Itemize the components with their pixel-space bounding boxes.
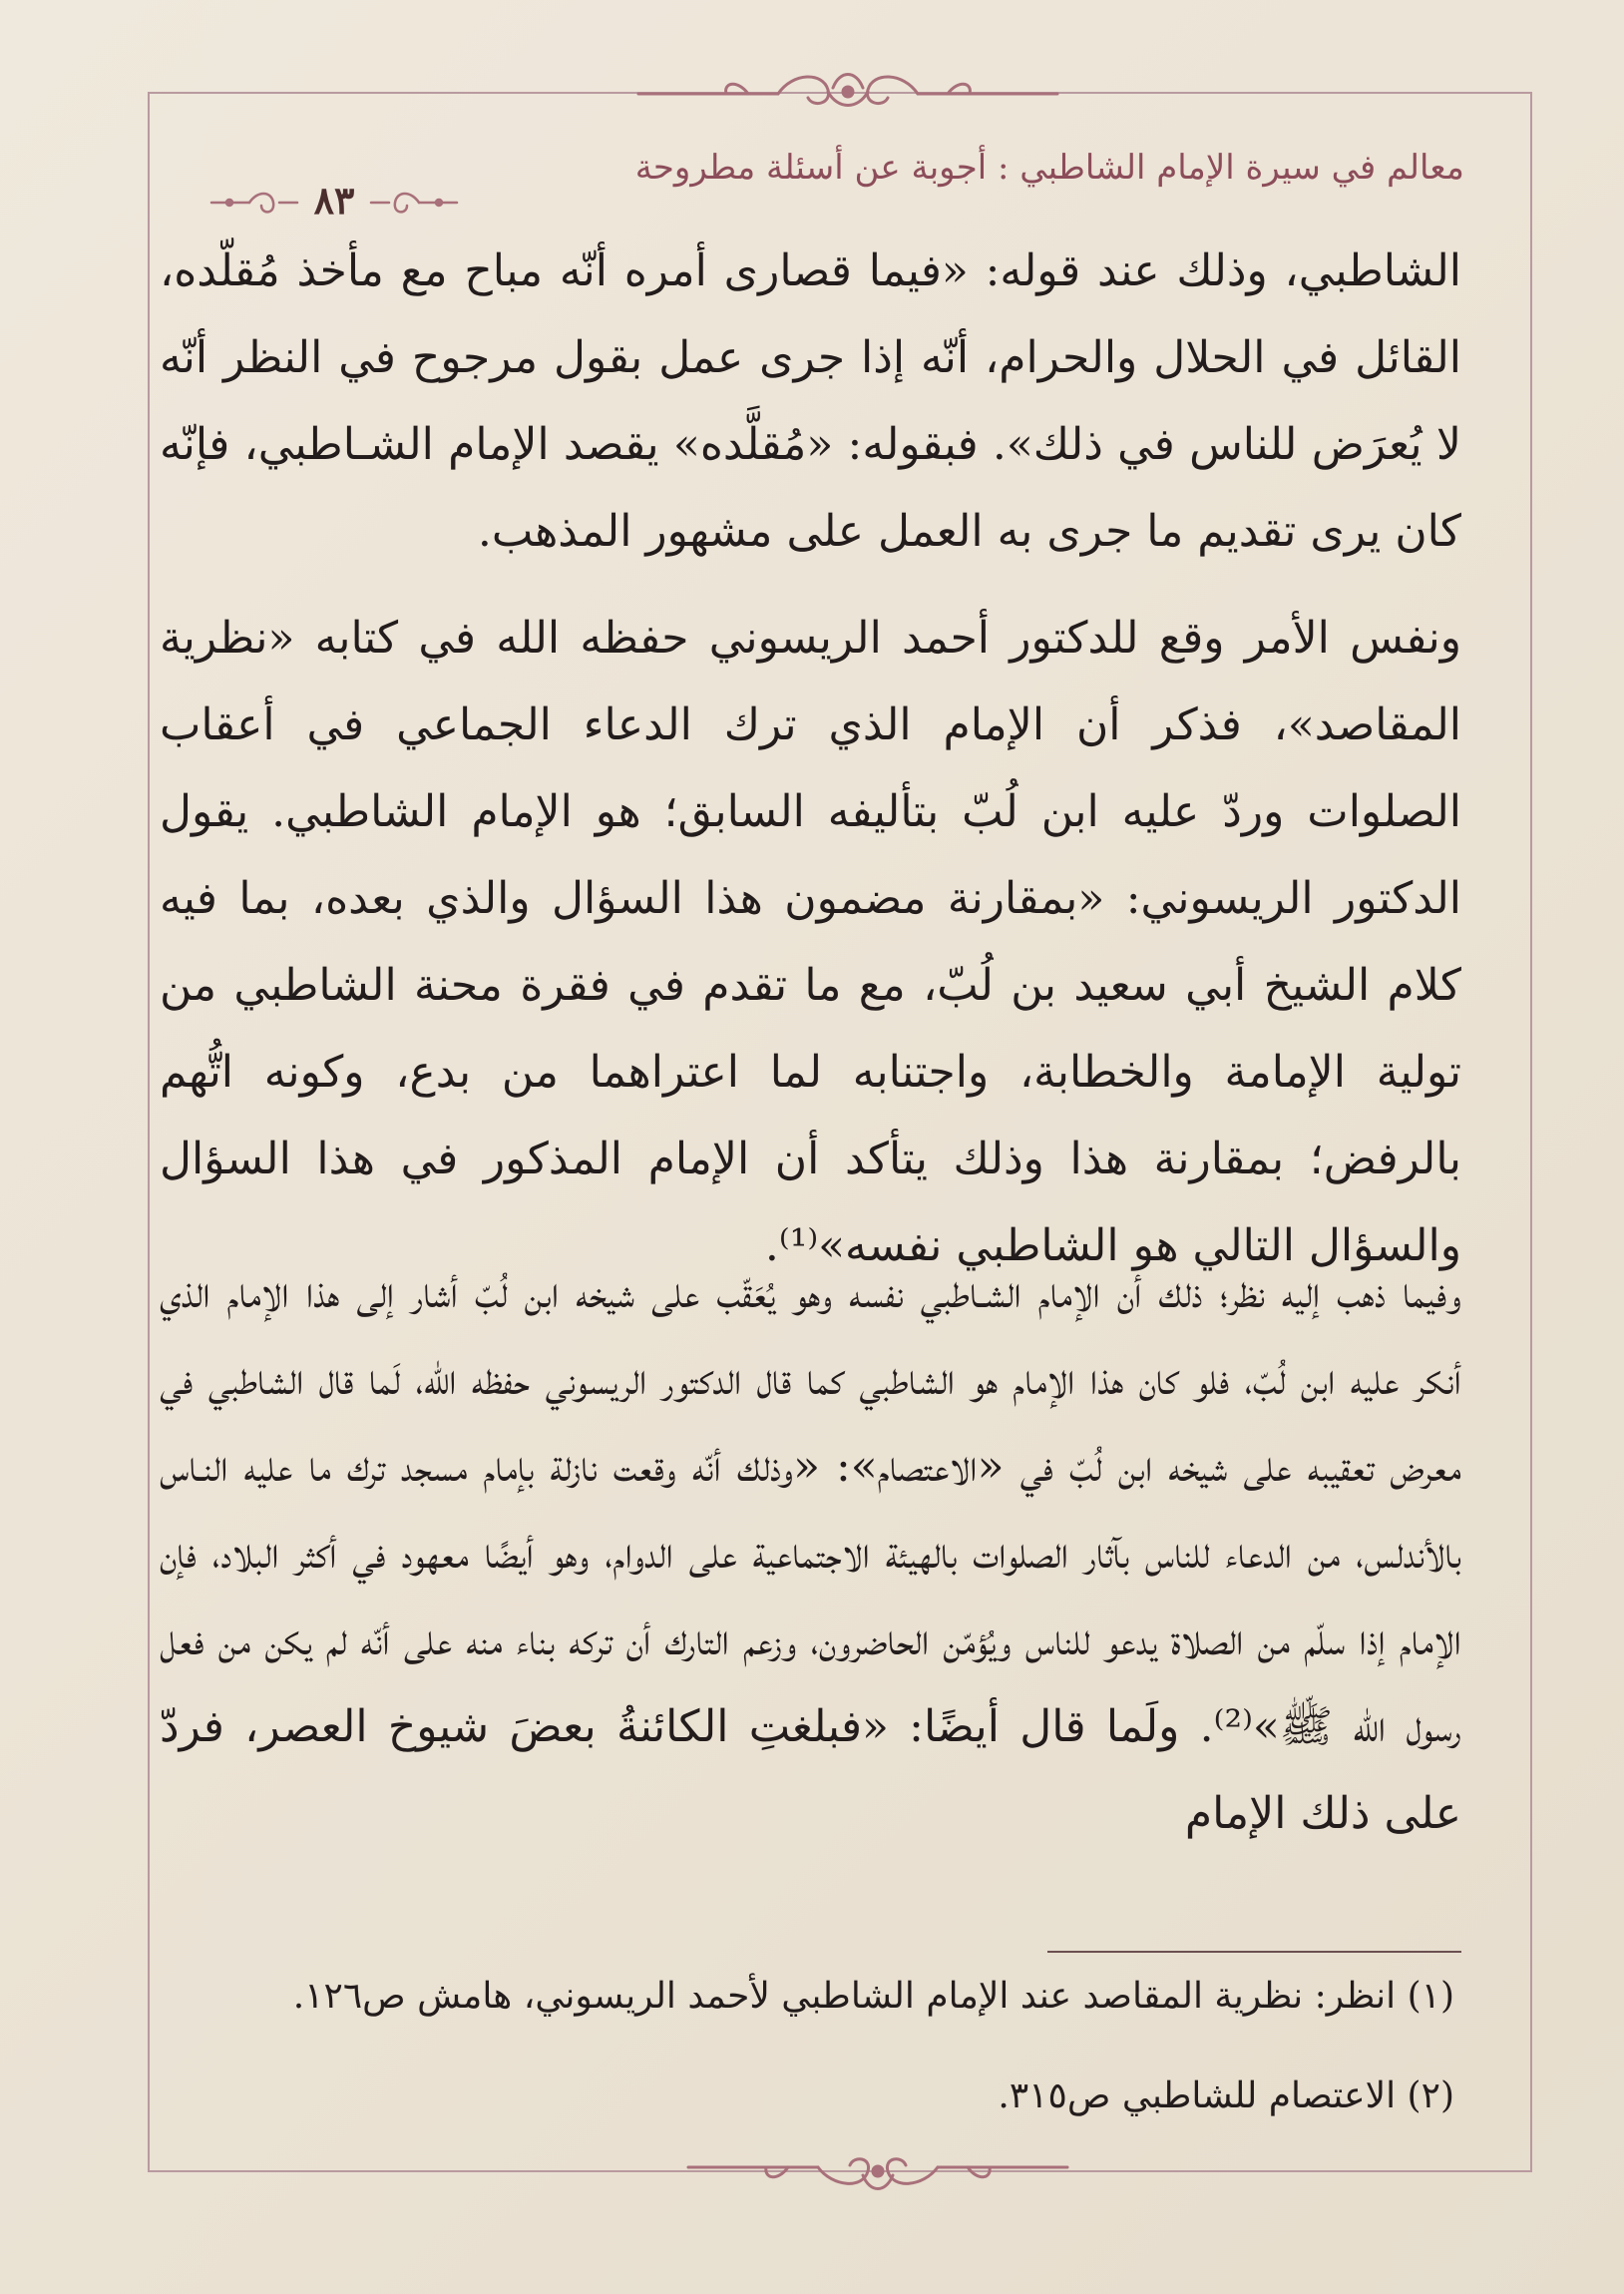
footnote-separator xyxy=(1047,1951,1461,1953)
body-paragraph: وفيما ذهب إليه نظر؛ ذلك أن الإمام الشـاطبي نفسه وهو يُعَقّب على شيخه ابن لُبّ أشار إلى هذا الإمام الذي أنكر عليه ابن لُبّ، فلو كان هذا الإمام هو الشاطبي كما قال الدكتور الريسوني حفظه الله، لَما قال الشاطبي في معرض تعقيبه على شيخه ابن لُبّ في «الاعتصام»: «وذلك أنّه وقعت نازلة بإمام مسجد ترك ما عليه النـاس بالأندلس، من الدعاء للناس بآثار الصلوات بالهيئة الاجتماعية على الدوام، وهو أيضًا معهود في أكثر البلاد، فإن الإمام إذا سلّم من الصلاة يدعو للناس ويُؤمّن الحاضرون، وزعم التارك أن تركه بناء منه على أنّه لم يكن من فعل رسول الله ﷺ»⁽²⁾. ولَما قال أيضًا: «فبلغتِ الكائنةُ بعضَ شيوخ العصر، فردّ على ذلك الإمام xyxy=(159,1267,1461,1839)
top-ornament xyxy=(628,62,1067,122)
footnote: (١) انظر: نظرية المقاصد عند الإمام الشاطبي لأحمد الريسوني، هامش ص١٢٦. xyxy=(292,1976,1454,2017)
bottom-ornament xyxy=(678,2147,1077,2203)
page-number-ornament-right xyxy=(369,188,459,218)
running-header-title: معالم في سيرة الإمام الشاطبي : أجوبة عن أسئلة مطروحة xyxy=(634,148,1464,188)
page-number-block xyxy=(209,178,459,228)
body-paragraph: الشاطبي، وذلك عند قوله: «فيما قصارى أمره أنّه مباح مع مأخذ مُقلّده، القائل في الحلال والحرام، أنّه إذا جرى عمل بقول مرجوح في النظر أنّه لا يُعرَض للناس في ذلك». فبقوله: «مُقلَّده» يقصد الإمام الشـاطبي، فإنّه كان يرى تقديم ما جرى به العمل على مشهور المذهب. xyxy=(160,245,1461,557)
body-paragraph: ونفس الأمر وقع للدكتور أحمد الريسوني حفظه الله في كتابه «نظرية المقاصد»، فذكر أن الإمام الذي ترك الدعاء الجماعي في أعقاب الصلوات وردّ عليه ابن لُبّ بتأليفه السابق؛ هو الإمام الشاطبي. يقول الدكتور الريسوني: «بمقارنة مضمون هذا السؤال والذي بعده، بما فيه كلام الشيخ أبي سعيد بن لُبّ، مع ما تقدم في فقرة محنة الشاطبي من تولية الإمامة والخطابة، واجتنابه لما اعتراهما من بدع، وكونه اتُّهم بالرفض؛ بمقارنة هذا وذلك يتأكد أن الإمام المذكور في هذا السؤال والسؤال التالي هو الشاطبي نفسه»⁽¹⁾. xyxy=(160,613,1461,1271)
footnote: (٢) الاعتصام للشاطبي ص٣١٥. xyxy=(998,2075,1454,2116)
page-number: ٨٣ xyxy=(313,178,355,223)
